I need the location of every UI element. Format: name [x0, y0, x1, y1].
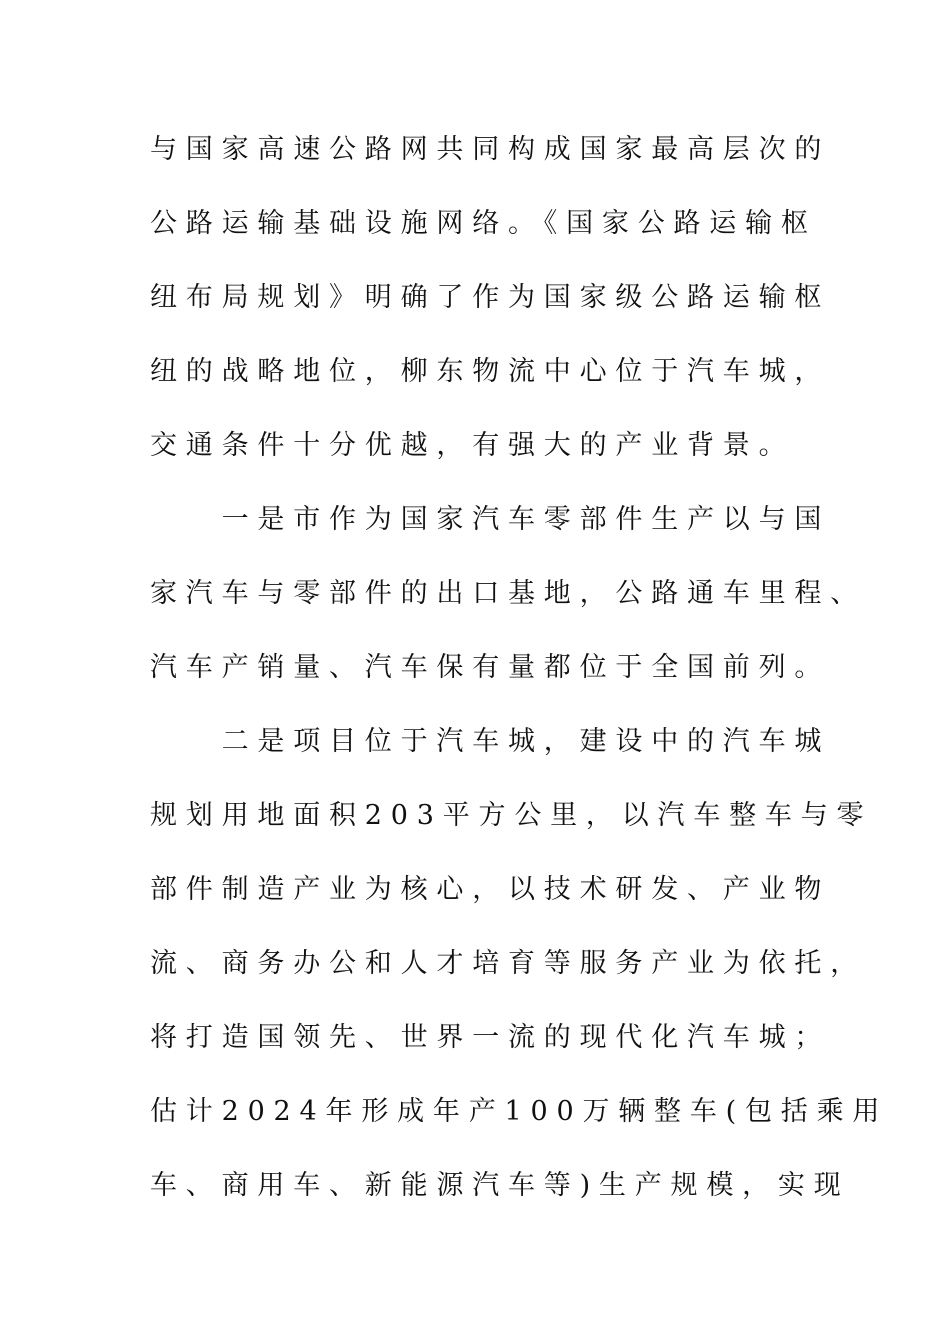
text-line: 与国家高速公路网共同构成国家最高层次的: [150, 134, 831, 165]
body-text: [150, 126, 889, 1236]
paragraph-start-line: 一是市作为国家汽车零部件生产以与国: [150, 504, 831, 535]
text-line: 将打造国领先、世界一流的现代化汽车城；: [150, 1022, 831, 1053]
text-line: 交通条件十分优越，有强大的产业背景。: [150, 430, 795, 461]
paragraph-start-line: 二是项目位于汽车城，建设中的汽车城: [150, 726, 831, 757]
text-line: 规划用地面积203平方公里，以汽车整车与零: [150, 800, 873, 831]
text-line: 公路运输基础设施网络。《国家公路运输枢: [150, 208, 817, 239]
text-line: 纽布局规划》明确了作为国家级公路运输枢: [150, 282, 831, 313]
text-line: 流、商务办公和人才培育等服务产业为依托，: [150, 948, 866, 979]
text-line: 部件制造产业为核心，以技术研发、产业物: [150, 874, 831, 905]
text-line: 估计2024年形成年产100万辆整车(包括乘用: [150, 1096, 889, 1127]
text-line: 汽车产销量、汽车保有量都位于全国前列。: [150, 652, 831, 683]
text-line: 家汽车与零部件的出口基地，公路通车里程、: [150, 578, 866, 609]
text-line: 纽的战略地位，柳东物流中心位于汽车城，: [150, 356, 831, 387]
text-line: 车、商用车、新能源汽车等)生产规模，实现: [150, 1170, 850, 1201]
